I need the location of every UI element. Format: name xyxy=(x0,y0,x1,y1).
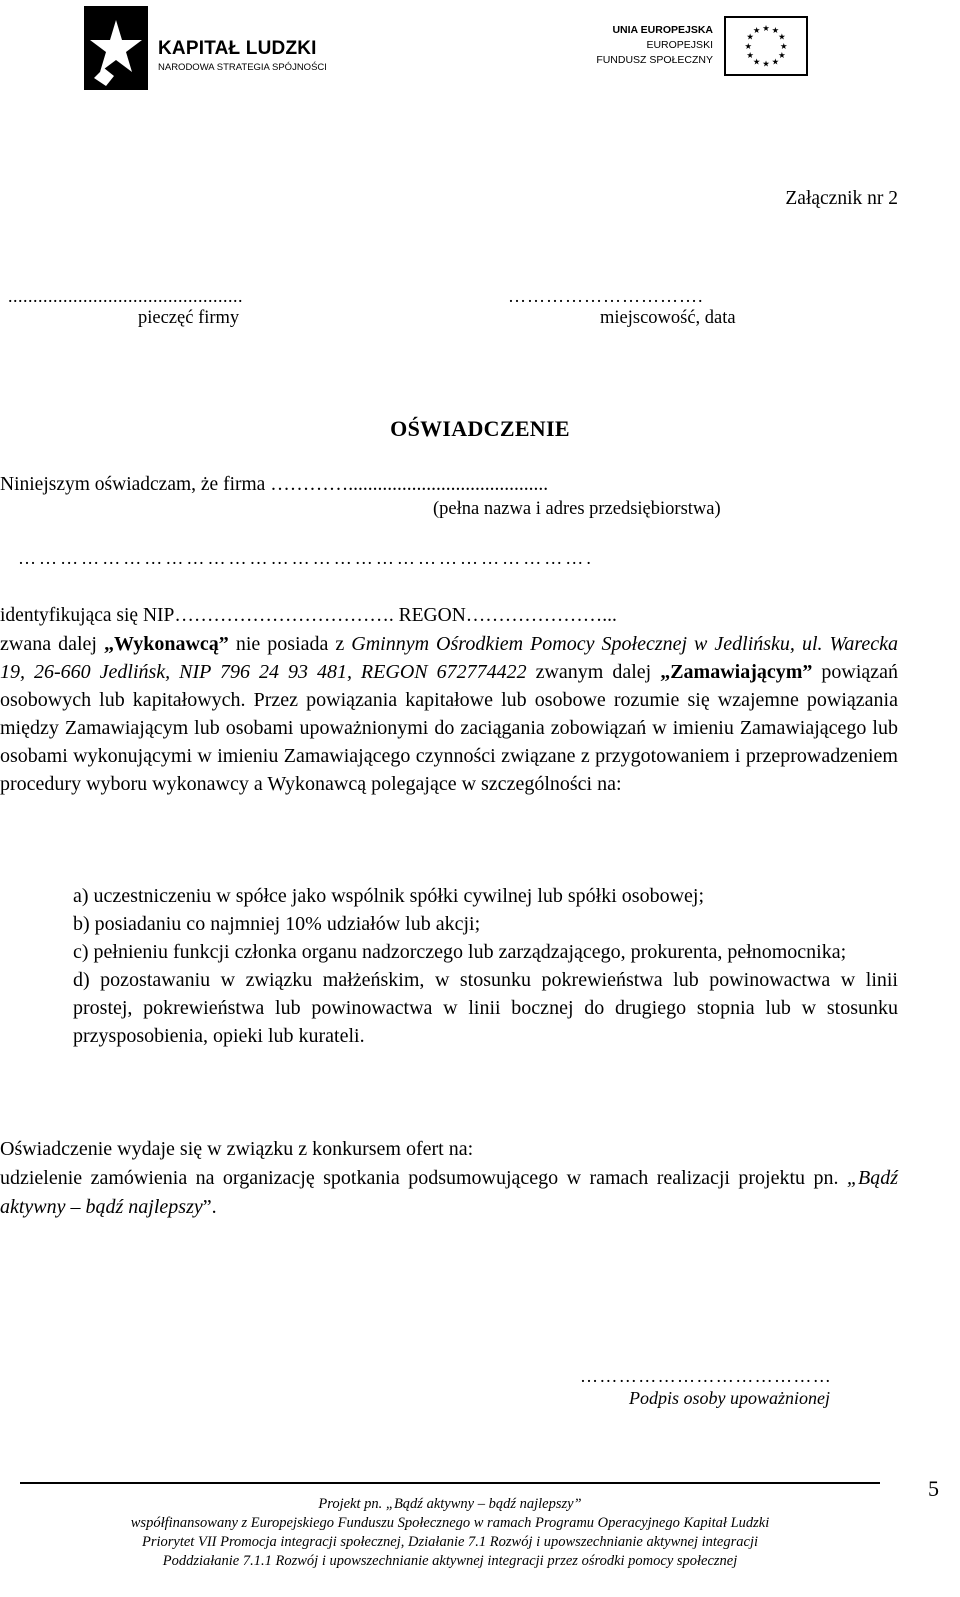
kapital-ludzki-star-icon xyxy=(84,6,148,90)
svg-text:★: ★ xyxy=(779,40,788,51)
kapital-ludzki-title: KAPITAŁ LUDZKI xyxy=(158,38,317,59)
footer-divider xyxy=(20,1482,880,1484)
svg-text:★: ★ xyxy=(778,31,786,42)
tender-paragraph xyxy=(0,1135,898,1222)
paragraph-text: zwanym dalej xyxy=(535,661,652,683)
svg-text:★: ★ xyxy=(744,40,753,51)
svg-text:★: ★ xyxy=(778,50,786,61)
list-item: b) posiadaniu co najmniej 10% udziałów lub akcji; xyxy=(73,913,481,935)
svg-text:★: ★ xyxy=(752,24,761,35)
paragraph-text: nie posiada z xyxy=(235,633,345,655)
eu-flag-icon xyxy=(724,16,808,76)
list-item: a) uczestniczeniu w spółce jako wspólnik spółki cywilnej lub spółki osobowej; xyxy=(73,885,704,907)
place-date-dotted-line: …………………………. xyxy=(508,286,704,306)
document-title: OŚWIADCZENIE xyxy=(390,416,570,441)
declaration-paragraph xyxy=(0,630,898,798)
stamp-dotted-line: ............................................... xyxy=(8,286,243,306)
svg-text:★: ★ xyxy=(752,56,761,67)
svg-text:★: ★ xyxy=(771,56,780,67)
tender-intro: Oświadczenie wydaje się w związku z konkursem ofert na: xyxy=(0,1138,474,1160)
company-dotted-line: ………………………………………………………………………. xyxy=(18,548,594,568)
ordering-party-term: „Zamawiającym” xyxy=(660,661,813,683)
list-item: d) pozostawaniu w związku małżeńskim, w stosunku pokrewieństwa lub powinowactwa w linii prostej, pokrewieństwa lub powinowactwa w linii bocznej do drugiego stopnia lub w stosunku przysposobienia, opieki lub kurateli. xyxy=(73,969,898,1047)
svg-text:★: ★ xyxy=(771,24,780,35)
footer-line: Priorytet VII Promocja integracji społecznej, Działanie 7.1 Rozwój i upowszechnianie aktywnej integracji xyxy=(141,1534,759,1550)
footer-line: współfinansowany z Europejskiego Funduszu Społecznego w ramach Programu Operacyjnego Kapitał Ludzki xyxy=(130,1515,770,1531)
paragraph-text: zwana dalej xyxy=(0,633,97,655)
eu-logo-line1: UNIA EUROPEJSKA xyxy=(612,24,713,36)
kapital-ludzki-logo xyxy=(84,6,356,90)
stamp-label: pieczęć firmy xyxy=(138,308,240,328)
tender-body: udzielenie zamówienia na organizację spotkania podsumowującego w ramach realizacji projektu pn. xyxy=(0,1167,839,1189)
eu-logo-line2: EUROPEJSKI xyxy=(646,39,713,51)
svg-text:★: ★ xyxy=(762,58,770,69)
svg-text:★: ★ xyxy=(762,23,770,34)
relations-list xyxy=(73,882,898,1050)
eu-social-fund-logo xyxy=(598,16,818,82)
kapital-ludzki-subtitle: NARODOWA STRATEGIA SPÓJNOŚCI xyxy=(158,62,327,73)
svg-text:★: ★ xyxy=(746,50,754,61)
nip-regon-line: identyfikująca się NIP……………………………. REGON…………………... xyxy=(0,605,617,626)
svg-text:★: ★ xyxy=(746,31,754,42)
footer-line: Projekt pn. „Bądź aktywny – bądź najlepszy” xyxy=(318,1496,582,1512)
place-date-label: miejscowość, data xyxy=(600,308,736,328)
company-name-label: (pełna nazwa i adres przedsiębiorstwa) xyxy=(433,499,721,519)
contractor-term: „Wykonawcą” xyxy=(103,633,229,655)
annex-number: Załącznik nr 2 xyxy=(785,188,898,209)
declaration-line: Niniejszym oświadczam, że firma …………......................................... xyxy=(0,474,549,495)
project-name: „Bądź aktywny – bądź najlepszy xyxy=(0,1167,899,1218)
list-item: c) pełnieniu funkcji członka organu nadzorczego lub zarządzającego, prokurenta, pełnomocnika; xyxy=(73,941,847,963)
footer-line: Poddziałanie 7.1.1 Rozwój i upowszechnianie aktywnej integracji przez ośrodki pomocy społecznej xyxy=(162,1553,738,1569)
signature-label: Podpis osoby upoważnionej xyxy=(629,1388,830,1408)
paragraph-text: powiązań osobowych lub kapitałowych. Przez powiązania kapitałowe lub osobowe rozumie się wzajemne powiązania między Zamawiającym lub osobami upoważnionymi do zaciągania zobowiązań w imieniu Zamawiającego lub osobami wykonującymi w imieniu Zamawiającego czynności związane z przygotowaniem i przeprowadzeniem procedury wyboru wykonawcy a Wykonawcą polegające w szczególności na: xyxy=(0,661,899,795)
signature-dotted-line: ………………………………… xyxy=(580,1366,833,1386)
page-number: 5 xyxy=(928,1476,939,1501)
institution-details: Gminnym Ośrodkiem Pomocy Społecznej w Jedlińsku, ul. Warecka 19, 26-660 Jedlińsk, NIP 796 24 93 481, REGON 672774422 xyxy=(0,633,899,683)
eu-logo-line3: FUNDUSZ SPOŁECZNY xyxy=(596,54,713,66)
tender-end: ”. xyxy=(202,1196,217,1218)
